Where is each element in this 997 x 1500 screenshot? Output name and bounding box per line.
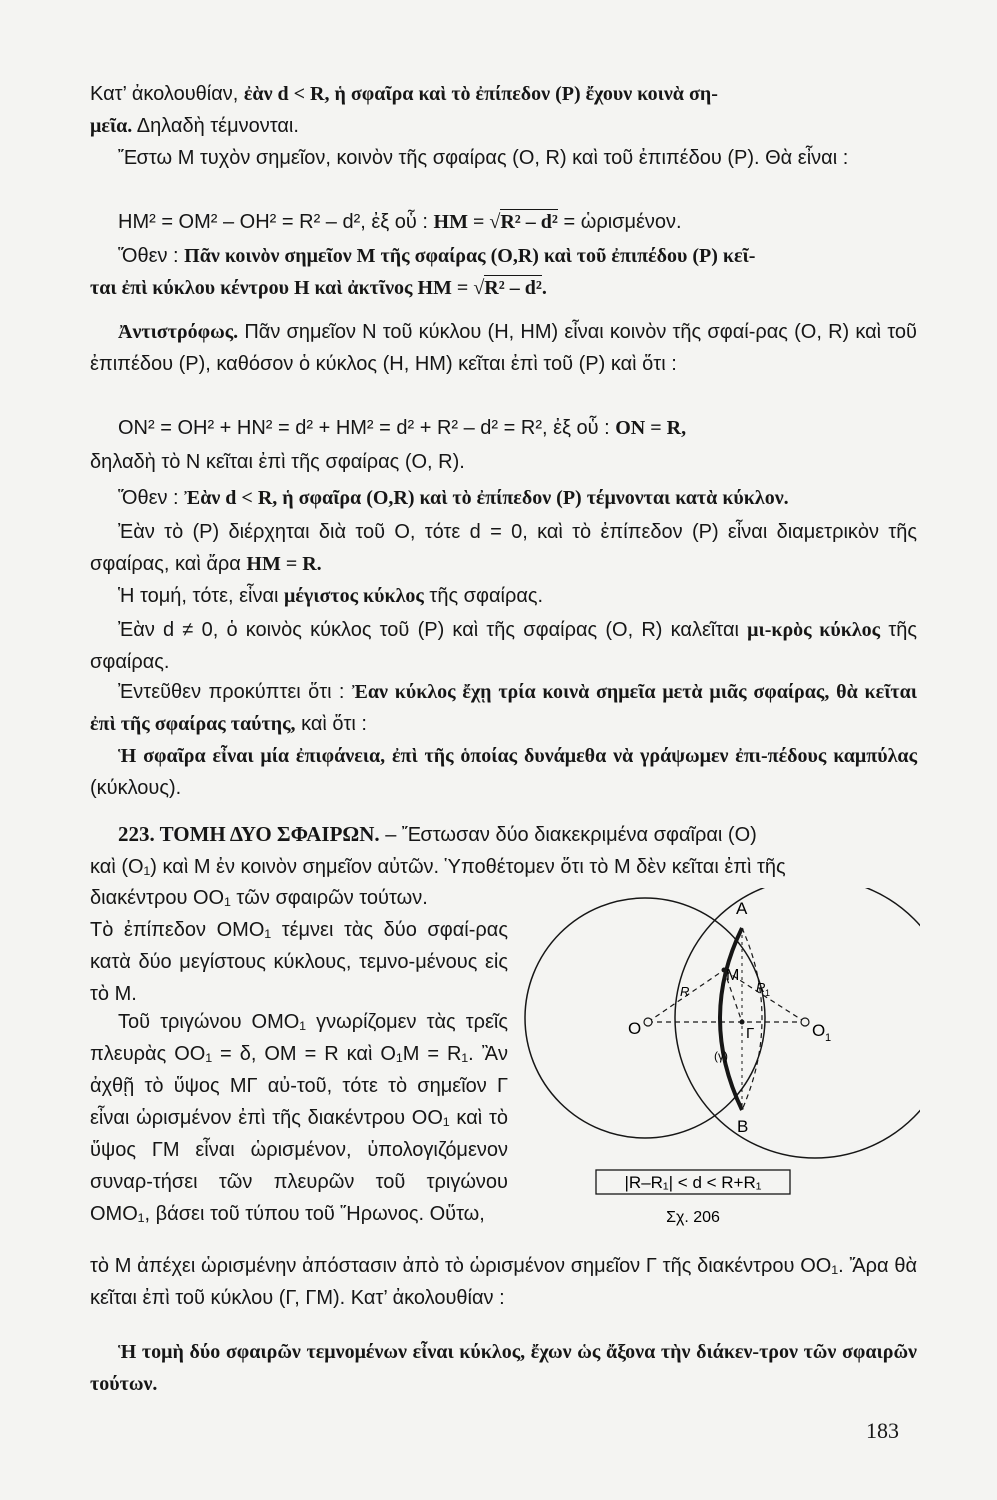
left-column-plane: Τὸ ἐπίπεδον OMO₁ τέμνει τὰς δύο σφαί-ρας κατὰ δύο μεγίστους κύκλους, τεμνο-μένους εἰς τὸ Μ. <box>90 919 508 1005</box>
section-heading: 223. ΤΟΜΗ ΔΥΟ ΣΦΑΙΡΩΝ. <box>118 822 380 846</box>
label-o: O <box>628 1019 642 1038</box>
figure-206 <box>520 888 920 1248</box>
sphere-o-circle <box>525 898 765 1138</box>
intersection-circle-back <box>742 928 762 1110</box>
point-g <box>740 1020 745 1025</box>
left-column-triangle: Τοῦ τριγώνου OMO₁ γνωρίζομεν τὰς τρεῖς πλευρὰς OO₁ = δ, OM = R καὶ O₁M = R₁. Ἂν ἀχθῇ τὸ ὕψος ΜΓ αὐ-τοῦ, τότε τὸ σημεῖον Γ εἶναι ὡρισμένον ἐπὶ τῆς διακέντρου OO₁ καὶ τὸ ὕψος ΓΜ εἶναι ὡρισμένον, ὑπολογιζόμενον συναρ-τήσει τῶν πλευρῶν τοῦ τριγώνου OMO₁, βάσει τοῦ τύπου τοῦ Ἥρωνος. Οὕτω, <box>90 1011 508 1225</box>
paragraph-great-circle: Ἡ τομή, τότε, εἶναι μέγιστος κύκλος τῆς σφαίρας. <box>118 585 544 607</box>
equation-hm: HM² = OM² – OH² = R² – d², ἐξ οὗ : HM = √R² – d² = ὡρισμένον. <box>118 211 682 233</box>
point-o1 <box>801 1018 809 1026</box>
paragraph-diametral: Ἐὰν τὸ (P) διέρχηται διὰ τοῦ O, τότε d = 0, καὶ τὸ ἐπίπεδον (P) εἶναι διαμετρικὸν τῆς σφαίρας, καὶ ἄρα HM = R. <box>90 521 917 575</box>
paragraph-three-points: Ἐντεῦθεν προκύπτει ὅτι : Ἐαν κύκλος ἔχῃ τρία κοινὰ σημεῖα μετὰ μιᾶς σφαίρας, θὰ κεῖται ἐπὶ τῆς σφαίρας ταύτης, καὶ ὅτι : <box>90 681 917 735</box>
paragraph-n-on-sphere: δηλαδὴ τὸ Ν κεῖται ἐπὶ τῆς σφαίρας (O, R). <box>90 451 465 473</box>
label-r1-sub: 1 <box>765 988 771 998</box>
paragraph-distance: τὸ Μ ἀπέχει ὡρισμένην ἀπόστασιν ἀπὸ τὸ ὡρισμένον σημεῖον Γ τῆς διακέντρου OO₁. Ἄρα θὰ κεῖται ἐπὶ τοῦ κύκλου (Γ, ΓΜ). Κατ’ ἀκολουθίαν : <box>90 1255 917 1309</box>
paragraph-hence-circle: Ὅθεν : Πᾶν κοινὸν σημεῖον Μ τῆς σφαίρας (O,R) καὶ τοῦ ἐπιπέδου (P) κεῖ- ται ἐπὶ κύκλου κέντρου Η καὶ ἀκτῖνος HM = √R² – d². <box>90 245 756 299</box>
label-b: B <box>737 1117 749 1136</box>
conclusion-theorem: Ἡ τομὴ δύο σφαιρῶν τεμνομένων εἶναι κύκλος, ἔχων ὡς ἄξονα τὴν διάκεν-τρον τῶν σφαιρῶν τούτων. <box>90 1341 917 1395</box>
page-number: 183 <box>866 1418 899 1443</box>
paragraph-sphere-surface: Ἡ σφαῖρα εἶναι μία ἐπιφάνεια, ἐπὶ τῆς ὁποίας δυνάμεθα νὰ γράψωμεν ἐπι-πέδους καμπύλας (κύκλους). <box>90 745 917 799</box>
paragraph-conversely: Ἀντιστρόφως. Πᾶν σημεῖον Ν τοῦ κύκλου (H, HM) εἶναι κοινὸν τῆς σφαί-ρας (O, R) καὶ τοῦ ἐπιπέδου (P), καθόσον ὁ κύκλος (H, HM) κεῖται ἐπὶ τοῦ (P) καὶ ὅτι : <box>90 321 917 375</box>
paragraph-let-m: Ἔστω Μ τυχὸν σημεῖον, κοινὸν τῆς σφαίρας (O, R) καὶ τοῦ ἐπιπέδου (P). Θὰ εἶναι : <box>118 147 849 169</box>
label-o1-sub: 1 <box>825 1032 832 1044</box>
equation-on: ON² = OH² + HN² = d² + HM² = d² + R² – d² = R², ἐξ οὗ : ON = R, <box>118 417 687 439</box>
label-m: M <box>726 967 740 984</box>
label-a: A <box>736 899 748 918</box>
label-r: R <box>680 984 690 999</box>
label-gamma-point: Γ <box>746 1025 755 1042</box>
section-223-intro: 223. ΤΟΜΗ ΔΥΟ ΣΦΑΙΡΩΝ. – Ἔστωσαν δύο διακεκριμένα σφαῖραι (O) καὶ (O₁) καὶ Μ ἐν κοινὸν σημεῖον αὐτῶν. Ὑποθέτομεν ὅτι τὸ Μ δὲν κεῖται ἐπὶ τῆς <box>90 822 786 878</box>
figure-caption: Σχ. 206 <box>666 1209 720 1226</box>
paragraph-consequence: Κατ’ ἀκολουθίαν, ἐὰν d < R, ἡ σφαῖρα καὶ τὸ ἐπίπεδον (P) ἔχουν κοινὰ ση- μεῖα. Δηλαδὴ τέμνονται. <box>90 83 718 137</box>
label-r1: R <box>756 980 766 995</box>
paragraph-small-circle: Ἐὰν d ≠ 0, ὁ κοινὸς κύκλος τοῦ (P) καὶ τῆς σφαίρας (O, R) καλεῖται μι-κρὸς κύκλος τῆς σφαίρας. <box>90 619 917 673</box>
point-o <box>644 1018 652 1026</box>
paragraph-theorem-intersect: Ὅθεν : Ἐὰν d < R, ἡ σφαῖρα (O,R) καὶ τὸ ἐπίπεδον (P) τέμνονται κατὰ κύκλον. <box>118 487 789 509</box>
section-223-line3: διακέντρου OO₁ τῶν σφαιρῶν τούτων. <box>90 887 428 909</box>
label-gamma-circle: (γ) <box>714 1049 728 1063</box>
condition-text: |R–R₁| < d < R+R₁ <box>624 1173 762 1192</box>
label-o1: O <box>812 1021 826 1040</box>
intersection-circle-front <box>720 928 742 1110</box>
